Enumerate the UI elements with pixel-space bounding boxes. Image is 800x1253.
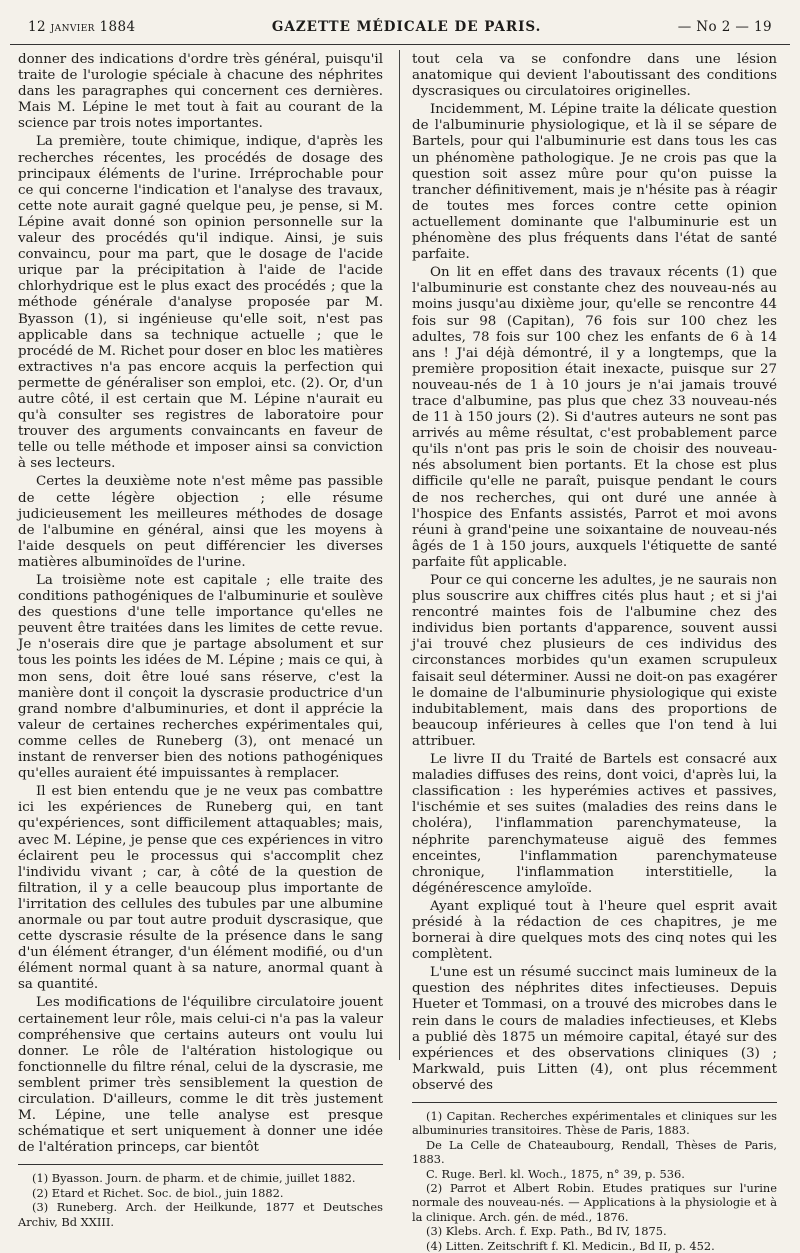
paragraph: Il est bien entendu que je ne veux pas combattre ici les expériences de Runeberg qui, en tant qu'expériences, sont difficilement attaquables; mais, avec M. Lépine, je pense que ces expériences in vitro éclairent peu le processus qui s'accomplit chez l'individu vivant ; car, à côté de la question de filtration, il y a celle beaucoup plus importante de l'irritation des cellules des tubules par une albumine anormale ou par tout autre produit dyscrasique, que cette dyscrasie résulte de la présence dans le sang d'un élément étranger, d'un élément modifié, ou d'un élément normal quant à sa nature, anormal quant à sa quantité.	[18, 784, 383, 993]
paragraph: donner des indications d'ordre très général, puisqu'il traite de l'urologie spéciale à chacune des néphrites dans les paragraphes qui concernent ces dernières. Mais M. Lépine le met tout à fait au courant de la science par trois notes importantes.	[18, 52, 383, 132]
footnotes	[18, 1171, 383, 1229]
paragraph: La première, toute chimique, indique, d'après les recherches récentes, les procédés de dosage des principaux éléments de l'urine. Irréprochable pour ce qui concerne l'indication et l'analyse des travaux, cette note aurait gagné quelque peu, je pense, si M. Lépine avait donné son opinion personnelle sur la valeur des procédés qu'il indique. Ainsi, je suis convaincu, pour ma part, que le dosage de l'acide urique par la précipitation à l'aide de l'acide chlorhydrique est le plus exact des procédés ; que la méthode générale d'analyse proposée par M. Byasson (1), si ingénieuse qu'elle soit, n'est pas applicable dans sa technique actuelle ; que le procédé de M. Richet pour doser en bloc les matières extractives n'a pas encore acquis la perfection qui permette de généraliser son emploi, etc. (2). Or, d'un autre côté, il est certain que M. Lépine n'aurait eu qu'à consulter ses registres de laboratoire pour trouver des arguments convaincants en faveur de telle ou telle méthode et imposer ainsi sa conviction à ses lecteurs.	[18, 134, 383, 472]
right-column	[412, 52, 777, 1253]
paragraph: tout cela va se confondre dans une lésion anatomique qui devient l'aboutissant des conditions dyscrasiques ou circulatoires originelles.	[412, 52, 777, 100]
paragraph: Certes la deuxième note n'est même pas passible de cette légère objection ; elle résume judicieusement les meilleures méthodes de dosage de l'albumine en général, ainsi que les moyens à l'aide desquels on peut différencier les diverses matières albuminoïdes de l'urine.	[18, 474, 383, 570]
footnote: De La Celle de Chateaubourg, Rendall, Thèses de Paris, 1883.	[412, 1137, 777, 1167]
header-rule	[10, 44, 790, 45]
footnote-rule	[18, 1164, 383, 1165]
footnote: (2) Parrot et Albert Robin. Etudes pratiques sur l'urine normale des nouveau-nés. — Applications à la physiologie et à la clinique. Arch. gén. de méd., 1876.	[412, 1181, 777, 1224]
column-separator	[399, 50, 400, 1060]
left-column	[18, 52, 383, 1229]
footnote: (3) Runeberg. Arch. der Heilkunde, 1877 et Deutsches Archiv, Bd XXIII.	[18, 1200, 383, 1229]
paragraph: La troisième note est capitale ; elle traite des conditions pathogéniques de l'albuminurie et soulève des questions d'une telle importance qu'elles ne peuvent être traitées dans les limites de cette revue. Je n'oserais dire que je partage absolument et sur tous les points les idées de M. Lépine ; mais ce qui, à mon sens, doit être loué sans réserve, c'est la manière dont il conçoit la dyscrasie productrice d'un grand nombre d'albuminuries, et dont il apprécie la valeur de certaines recherches expérimentales qui, comme celles de Runeberg (3), ont menacé un instant de renverser bien des notions pathogéniques qu'elles auraient été impuissantes à remplacer.	[18, 573, 383, 782]
paragraph: Pour ce qui concerne les adultes, je ne saurais non plus souscrire aux chiffres cités plus haut ; et si j'ai rencontré maintes fois de l'albumine chez des individus bien portants d'apparence, souvent aussi j'ai trouvé chez plusieurs de ces individus des circonstances morbides qu'un examen scrupuleux faisait seul déterminer. Aussi ne doit-on pas exagérer le domaine de l'albuminurie physiologique qui existe indubitablement, mais dans des proportions de beaucoup inférieures à celles que l'on tend à lui attribuer.	[412, 573, 777, 749]
paragraph: Le livre II du Traité de Bartels est consacré aux maladies diffuses des reins, dont voici, d'après lui, la classification : les hyperémies actives et passives, l'ischémie et ses suites (maladies des reins dans le choléra), l'inflammation parenchymateuse, la néphrite parenchymateuse aiguë des femmes enceintes, l'inflammation parenchymateuse chronique, l'inflammation interstitielle, la dégénérescence amyloïde.	[412, 752, 777, 896]
issue-page-number: — No 2 — 19	[677, 19, 772, 35]
paragraph: Incidemment, M. Lépine traite la délicate question de l'albuminurie physiologique, et là il se sépare de Bartels, pour qui l'albuminurie est dans tous les cas un phénomène pathologique. Je ne crois pas que la question soit assez mûre pour qu'on puisse la trancher définitivement, mais je n'hésite pas à réagir de toutes mes forces contre cette opinion actuellement dominante que l'albuminurie est un phénomène des plus fréquents dans l'état de santé parfaite.	[412, 102, 777, 263]
paragraph: Ayant expliqué tout à l'heure quel esprit avait présidé à la rédaction de ces chapitres, je me bornerai à dire quelques mots des cinq notes qui les complètent.	[412, 898, 777, 963]
footnote: (2) Etard et Richet. Soc. de biol., juin 1882.	[32, 1185, 284, 1200]
footnote: (3) Klebs. Arch. f. Exp. Path., Bd IV, 1875.	[426, 1224, 667, 1239]
footnote-rule	[412, 1102, 777, 1103]
page-header	[28, 12, 772, 42]
footnote: (1) Capitan. Recherches expérimentales et cliniques sur les albuminuries transitoires. Thèse de Paris, 1883.	[412, 1109, 777, 1138]
issue-date: 12 janvier 1884	[28, 19, 136, 35]
footnotes	[412, 1109, 777, 1253]
footnote: (4) Litten. Zeitschrift f. Kl. Medicin., Bd II, p. 452.	[426, 1238, 715, 1253]
footnote: C. Ruge. Berl. kl. Woch., 1875, n° 39, p. 536.	[426, 1166, 685, 1181]
paragraph: On lit en effet dans des travaux récents (1) que l'albuminurie est constante chez des nouveau-nés au moins jusqu'au dixième jour, qu'elle se rencontre 44 fois sur 98 (Capitan), 76 fois sur 100 chez les adultes, 78 fois sur 100 chez les enfants de 6 à 14 ans ! J'ai déjà démontré, il y a longtemps, que la première proposition était inexacte, puisque sur 27 nouveau-nés de 1 à 10 jours je n'ai jamais trouvé trace d'albumine, pas plus que chez 33 nouveau-nés de 11 à 150 jours (2). Si d'autres auteurs ne sont pas arrivés au même résultat, c'est probablement parce qu'ils n'ont pas pris le soin de choisir des nouveau-nés absolument bien portants. Et la chose est plus difficile qu'elle ne paraît, puisque pendant le cours de nos recherches, qui ont duré une année à l'hospice des Enfants assistés, Parrot et moi avons réuni à grand'peine une soixantaine de nouveau-nés âgés de 1 à 150 jours, auxquels l'étiquette de santé parfaite fût applicable.	[412, 265, 777, 570]
footnote: (1) Byasson. Journ. de pharm. et de chimie, juillet 1882.	[32, 1171, 356, 1186]
journal-title: GAZETTE MÉDICALE DE PARIS.	[271, 19, 542, 35]
paragraph: L'une est un résumé succinct mais lumineux de la question des néphrites dites infectieuses. Depuis Hueter et Tommasi, on a trouvé des microbes dans le rein dans le cours de maladies infectieuses, et Klebs a publié dès 1875 un mémoire capital, étayé sur des expériences et des observations cliniques (3) ; Markwald, puis Litten (4), ont plus récemment observé des	[412, 965, 777, 1093]
paragraph: Les modifications de l'équilibre circulatoire jouent certainement leur rôle, mais celui-ci n'a pas la valeur compréhensive que certains auteurs ont voulu lui donner. Le rôle de l'altération histologique ou fonctionnelle du filtre rénal, celui de la dyscrasie, me semblent primer très sensiblement la question de circulation. D'ailleurs, comme le dit très justement M. Lépine, une telle analyse est presque schématique et sert uniquement à donner une idée de l'altération princeps, car bientôt	[18, 995, 383, 1156]
